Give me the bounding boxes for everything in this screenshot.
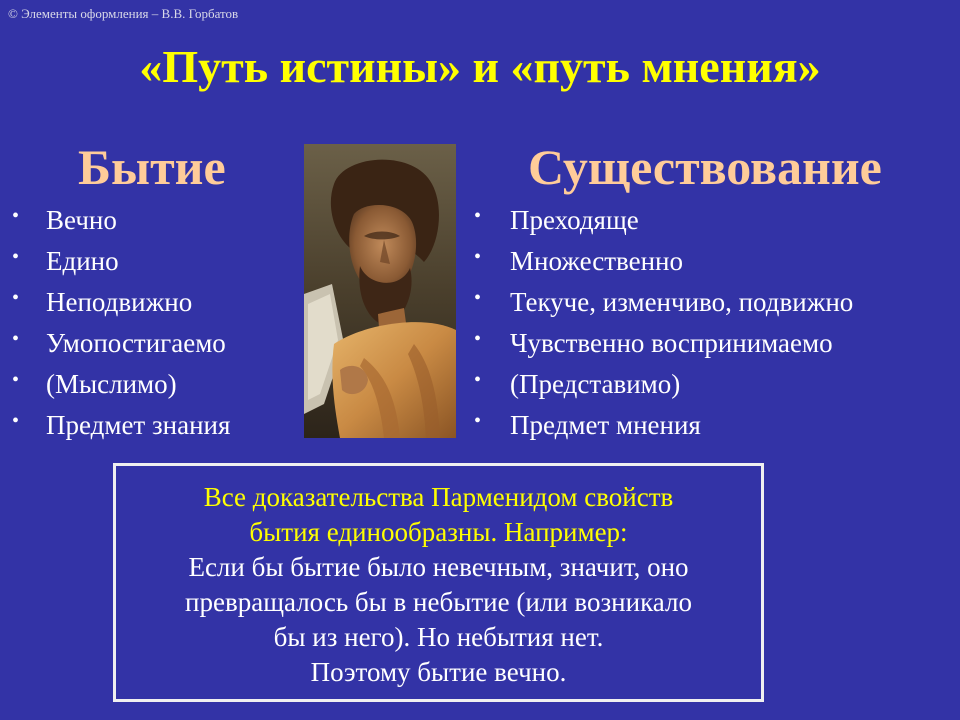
note-line: бытия единообразны. Например: [249, 517, 628, 547]
list-item-text: Предмет мнения [510, 410, 701, 440]
list-item-text: Множественно [510, 246, 683, 276]
bullet-icon: • [12, 410, 20, 432]
bullet-icon: • [12, 246, 20, 268]
proof-note-box [113, 463, 764, 702]
bullet-icon: • [12, 369, 20, 391]
list-item-text: Преходяще [510, 205, 639, 235]
parmenides-portrait-image [304, 144, 456, 438]
bullet-icon: • [474, 205, 482, 227]
list-item-text: Неподвижно [46, 287, 193, 317]
bullet-icon: • [474, 410, 482, 432]
list-item-text: (Представимо) [510, 369, 681, 399]
note-line: превращалось бы в небытие (или возникало [185, 587, 692, 617]
list-item-text: (Мыслимо) [46, 369, 177, 399]
list-item-text: Вечно [46, 205, 117, 235]
list-item-text: Едино [46, 246, 119, 276]
list-item-text: Предмет знания [46, 410, 231, 440]
bullet-icon: • [12, 287, 20, 309]
note-line: бы из него). Но небытия нет. [273, 622, 604, 652]
bullet-icon: • [474, 287, 482, 309]
bullet-icon: • [474, 328, 482, 350]
list-item-text: Текуче, изменчиво, подвижно [510, 287, 854, 317]
bullet-icon: • [474, 369, 482, 391]
heading-being: Бытие [78, 139, 226, 195]
heading-existence: Существование [528, 139, 882, 195]
bullet-icon: • [474, 246, 482, 268]
list-item-text: Умопостигаемо [46, 328, 226, 358]
slide-title: «Путь истины» и «путь мнения» [139, 41, 821, 92]
note-line: Все доказательства Парменидом свойств [203, 482, 674, 512]
list-item-text: Чувственно воспринимаемо [510, 328, 833, 358]
copyright-notice: © Элементы оформления – В.В. Горбатов [8, 6, 239, 21]
bullet-icon: • [12, 205, 20, 227]
note-line: Поэтому бытие вечно. [310, 657, 567, 687]
bullet-icon: • [12, 328, 20, 350]
note-line: Если бы бытие было невечным, значит, оно [188, 552, 689, 582]
